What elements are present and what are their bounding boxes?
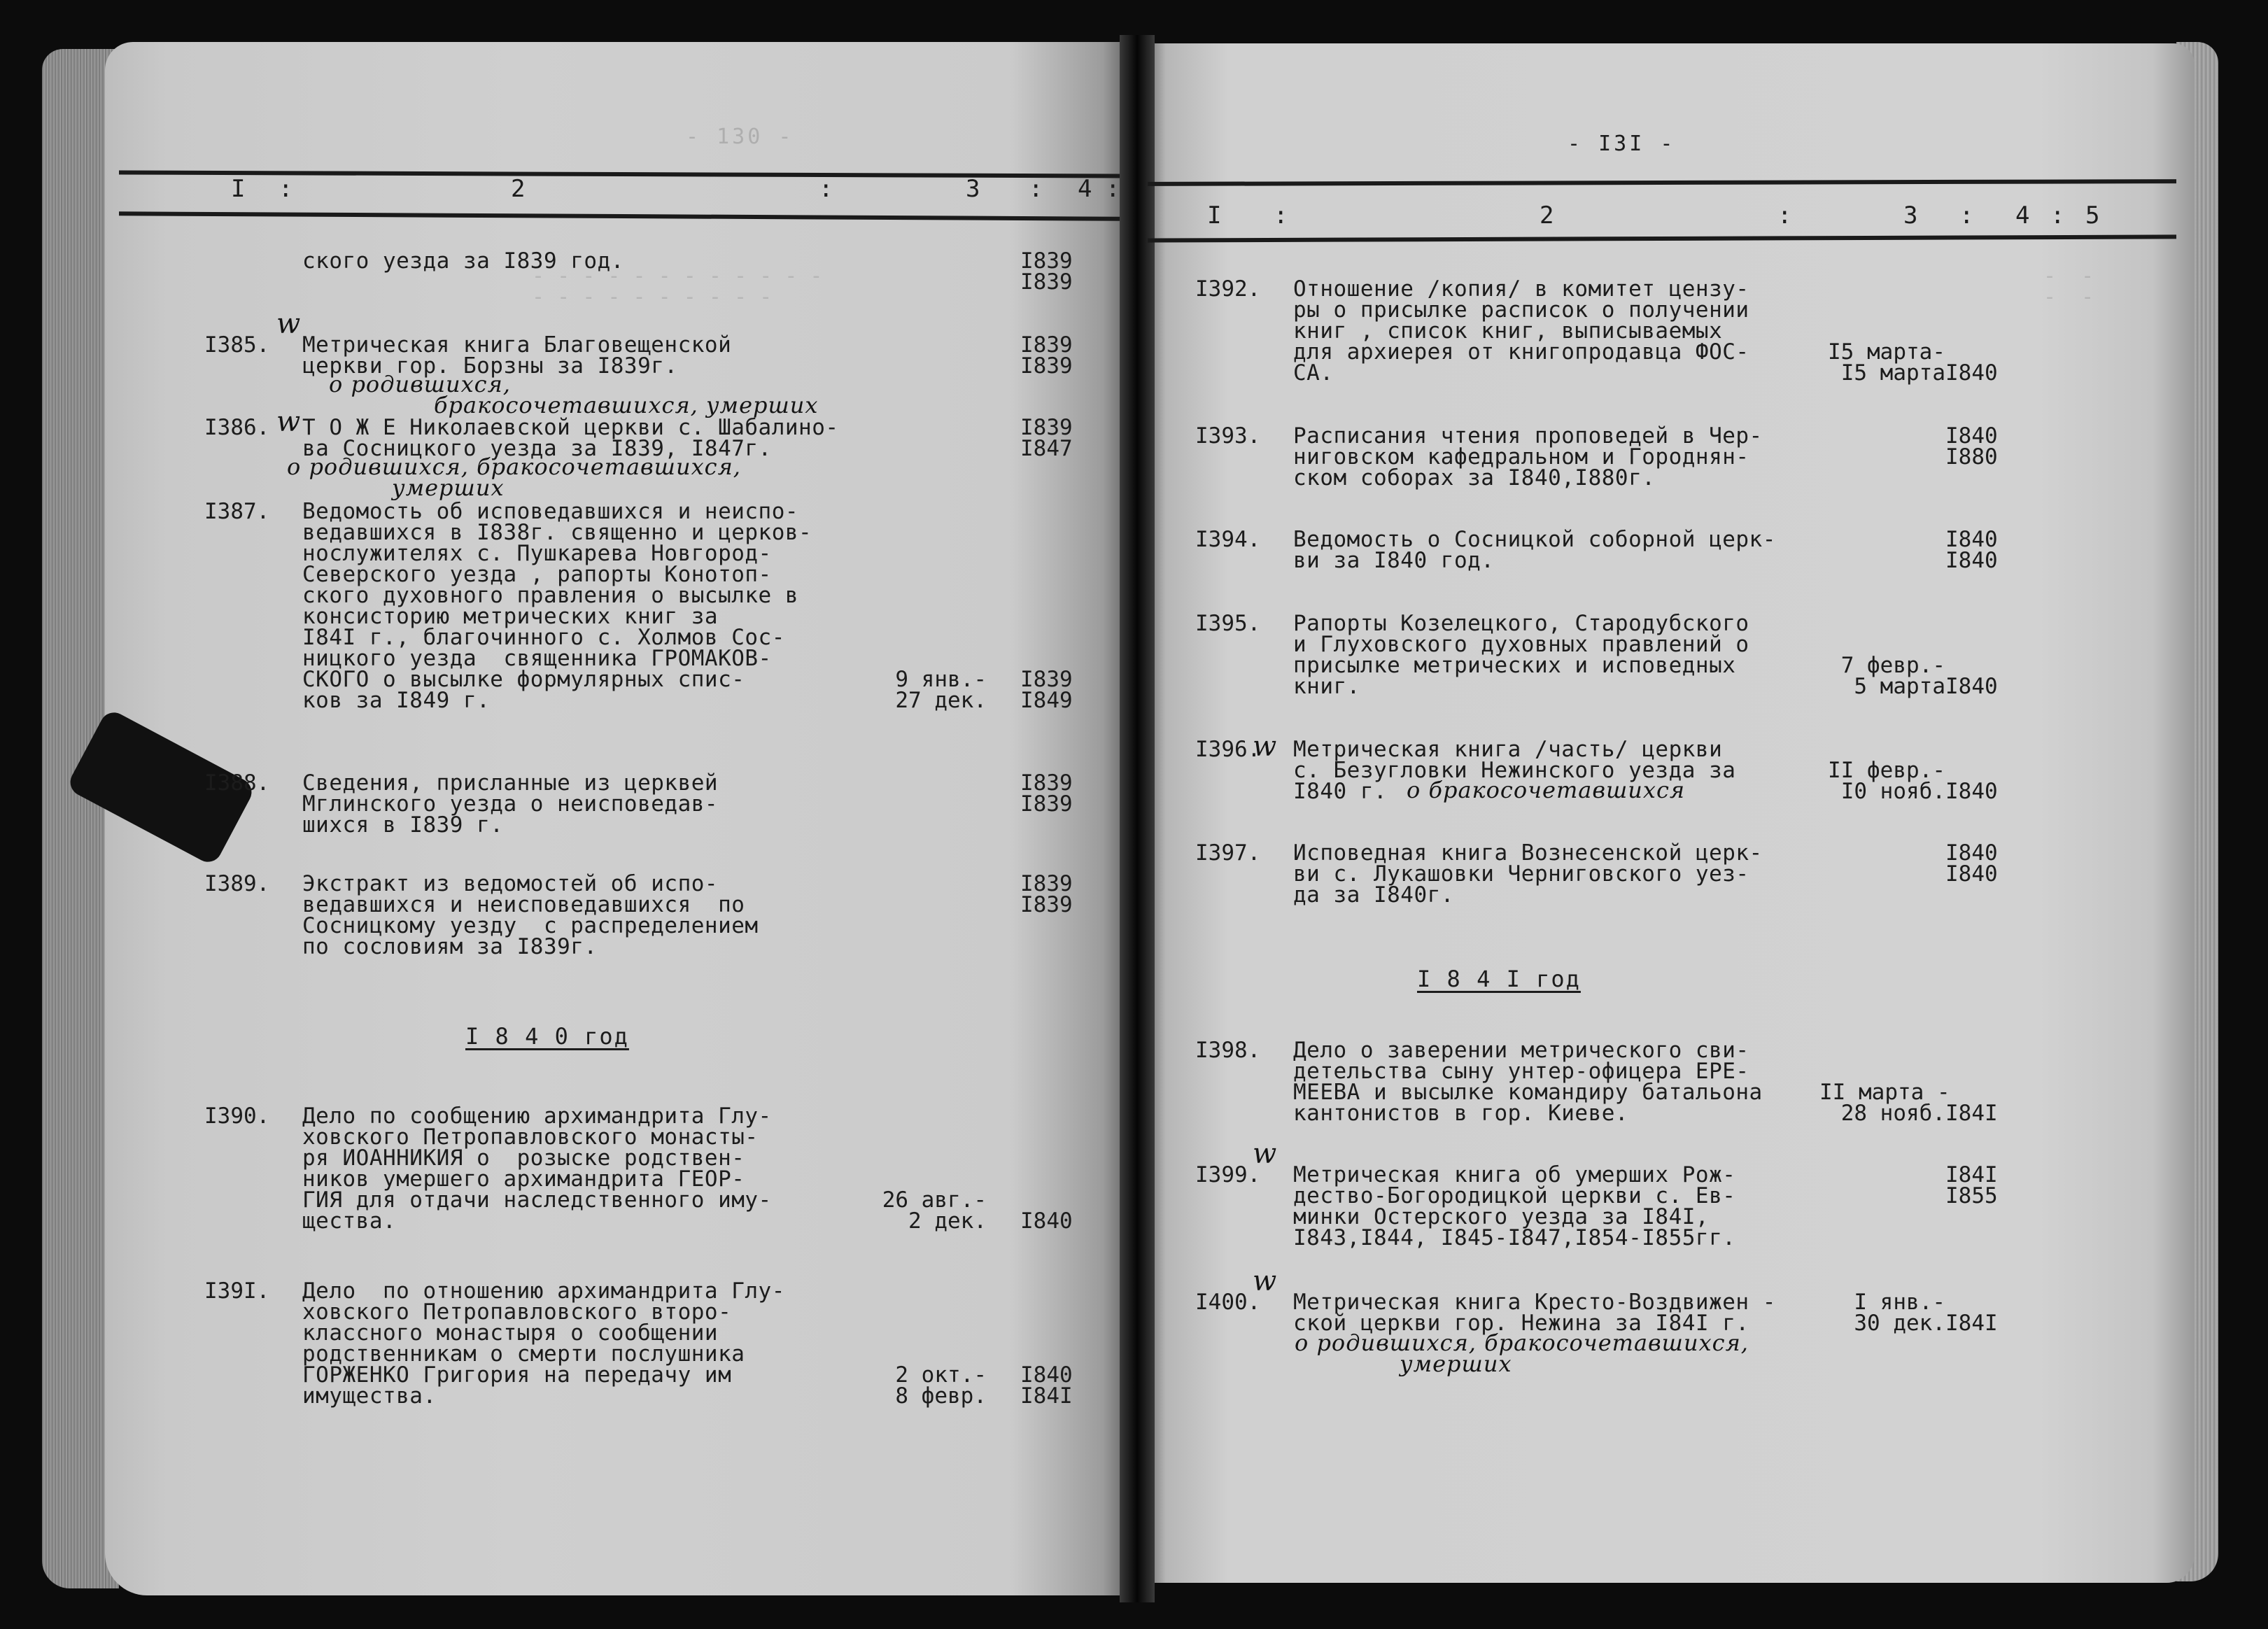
entry-text-line: Экстракт из ведомостей об испо- bbox=[302, 871, 719, 896]
entry-date: 30 дек. bbox=[1854, 1311, 1945, 1336]
right-column-header: 2 bbox=[1540, 202, 1554, 230]
entry-date: 7 февр.- bbox=[1840, 653, 1945, 678]
entry-number: I388. bbox=[204, 770, 270, 796]
entry-text-line: ГИЯ для отдачи наследственного иму- bbox=[302, 1187, 772, 1213]
entry-text-line: шихся в I839 г. bbox=[302, 812, 504, 838]
entry-number: I400. bbox=[1195, 1290, 1261, 1315]
left-column-header: I bbox=[231, 175, 246, 203]
entry-number: I389. bbox=[204, 871, 270, 896]
entry-date: I янв.- bbox=[1854, 1290, 1945, 1315]
entry-year: I84I bbox=[1945, 1101, 1998, 1126]
entry-year: I840 bbox=[1020, 1362, 1073, 1388]
left-column-header: : bbox=[1106, 175, 1120, 203]
entry-text-line: ников умершего архимандрита ГЕОР- bbox=[302, 1166, 745, 1192]
entry-text-line: присылке метрических и исповедных bbox=[1293, 653, 1736, 678]
entry-text-line: I84I г., благочинного с. Холмов Сос- bbox=[302, 625, 785, 650]
entry-date: I5 марта- bbox=[1828, 339, 1945, 365]
entry-text-line: Метрическая книга Кресто-Воздвижен - bbox=[1293, 1290, 1776, 1315]
entry-text-line: Сведения, присланные из церквей bbox=[302, 770, 719, 796]
entry-text-line: и Глуховского духовных правлений о bbox=[1293, 632, 1749, 657]
entry-text-line: книг. bbox=[1293, 674, 1360, 699]
entry-text-line: для архиерея от книгопродавца ФОС- bbox=[1293, 339, 1749, 365]
entry-text-line: Рапорты Козелецкого, Стародубского bbox=[1293, 611, 1749, 636]
entry-year: I839 bbox=[1020, 353, 1073, 379]
entry-text-line: по сословиям за I839г. bbox=[302, 934, 598, 959]
entry-text-line: Ведомость об исповедавшихся и неиспо- bbox=[302, 499, 799, 524]
entry-date: 28 нояб. bbox=[1840, 1101, 1945, 1126]
entry-text-line: ского уезда за I839 год. bbox=[302, 248, 624, 274]
entry-text-line: I843,I844, I845-I847,I854-I855гг. bbox=[1293, 1225, 1736, 1250]
entry-year: I840 bbox=[1945, 861, 1998, 887]
entry-text-line: нослужителях с. Пушкарева Новгород- bbox=[302, 541, 772, 566]
entry-text-line: ского духовного правления о высылке в bbox=[302, 583, 799, 608]
entry-date: II марта - bbox=[1819, 1080, 1950, 1105]
handwritten-note: умерших bbox=[1400, 1351, 1512, 1377]
entry-number: I398. bbox=[1195, 1038, 1261, 1063]
margin-check-mark: w bbox=[276, 406, 301, 438]
entry-text-line: дество-Богородицкой церкви с. Ев- bbox=[1293, 1183, 1736, 1208]
entry-text-line: консисторию метрических книг за bbox=[302, 604, 719, 629]
entry-number: I39I. bbox=[204, 1278, 270, 1304]
entry-text-line: ховского Петропавловского второ- bbox=[302, 1299, 732, 1325]
left-column-header: : bbox=[1029, 175, 1043, 203]
handwritten-note: бракосочетавшихся, умерших bbox=[434, 392, 819, 418]
right-column-header: I bbox=[1207, 202, 1222, 230]
entry-text-line: Дело по отношению архимандрита Глу- bbox=[302, 1278, 785, 1304]
left-column-header: 2 bbox=[511, 175, 526, 203]
right-column-header: : bbox=[1274, 202, 1288, 230]
entry-year: I840 bbox=[1945, 548, 1998, 573]
entry-date: 9 янв.- bbox=[895, 667, 987, 692]
entry-number: I392. bbox=[1195, 276, 1261, 302]
entry-text-line: ниговском кафедральном и Городнян- bbox=[1293, 444, 1749, 470]
left-column-header: 4 bbox=[1078, 175, 1092, 203]
entry-year: I839 bbox=[1020, 667, 1073, 692]
entry-year: I839 bbox=[1020, 269, 1073, 295]
entry-text-line: да за I840г. bbox=[1293, 882, 1454, 908]
bleed-through-left: - - - - - - - - - - - - - - - - - - - - - - bbox=[532, 264, 823, 309]
right-column-header: 4 bbox=[2015, 202, 2030, 230]
left-column-header: : bbox=[819, 175, 833, 203]
entry-text-line: ском соборах за I840,I880г. bbox=[1293, 465, 1656, 491]
entry-date: 26 авг.- bbox=[882, 1187, 987, 1213]
entry-text-line: Сосницкому уезду с распределением bbox=[302, 913, 759, 938]
right-column-header: : bbox=[1777, 202, 1792, 230]
entry-year: I84I bbox=[1945, 1311, 1998, 1336]
entry-date: I0 нояб. bbox=[1840, 779, 1945, 804]
entry-number: I387. bbox=[204, 499, 270, 524]
entry-year: I84I bbox=[1945, 1162, 1998, 1187]
entry-text-line: имущества. bbox=[302, 1383, 437, 1409]
handwritten-note: умерших bbox=[392, 474, 505, 501]
entry-text-line: церкви гор. Борзны за I839г. bbox=[302, 353, 678, 379]
entry-text-line: ви за I840 год. bbox=[1293, 548, 1495, 573]
entry-text-line: Метрическая книга Благовещенской bbox=[302, 332, 732, 358]
entry-date: II февр.- bbox=[1828, 758, 1945, 783]
entry-date: 27 дек. bbox=[895, 688, 987, 713]
entry-date: 2 дек. bbox=[908, 1208, 987, 1234]
margin-check-mark: w bbox=[1253, 731, 1277, 763]
right-column-header: : bbox=[2050, 202, 2065, 230]
margin-check-mark: w bbox=[1253, 1138, 1277, 1170]
entry-year: I839 bbox=[1020, 791, 1073, 817]
handwritten-note: о родившихся, bbox=[329, 371, 511, 397]
entry-year: I839 bbox=[1020, 871, 1073, 896]
entry-text-line: ков за I849 г. bbox=[302, 688, 491, 713]
entry-number: I397. bbox=[1195, 840, 1261, 866]
entry-year: I847 bbox=[1020, 436, 1073, 461]
bleed-through-right: - - - - bbox=[2043, 264, 2094, 309]
left-column-header: 3 bbox=[966, 175, 980, 203]
entry-text-line: ва Сосницкого уезда за I839, I847г. bbox=[302, 436, 772, 461]
entry-year: I839 bbox=[1020, 415, 1073, 440]
margin-check-mark: w bbox=[1253, 1265, 1277, 1297]
entry-text-line: СА. bbox=[1293, 360, 1334, 386]
entry-number: I396. bbox=[1195, 737, 1261, 762]
entry-year: I849 bbox=[1020, 688, 1073, 713]
handwritten-note: о родившихся, бракосочетавшихся, bbox=[1295, 1330, 1749, 1356]
entry-text-line: Т О Ж Е Николаевской церкви с. Шабалино- bbox=[302, 415, 839, 440]
handwritten-note: о родившихся, бракосочетавшихся, bbox=[287, 453, 741, 480]
entry-year: I839 bbox=[1020, 248, 1073, 274]
entry-year: I855 bbox=[1945, 1183, 1998, 1208]
entry-text-line: МЕЕВА и высылке командиру батальона bbox=[1293, 1080, 1763, 1105]
book-spine bbox=[1120, 35, 1155, 1602]
entry-text-line: щества. bbox=[302, 1208, 397, 1234]
right-folio: - I3I - bbox=[1568, 132, 1676, 156]
entry-text-line: детельства сыну унтер-офицера ЕРЕ- bbox=[1293, 1059, 1749, 1084]
entry-year: I839 bbox=[1020, 332, 1073, 358]
entry-text-line: Мглинского уезда о неисповедав- bbox=[302, 791, 719, 817]
entry-text-line: ховского Петропавловского монасты- bbox=[302, 1124, 759, 1150]
entry-year: I840 bbox=[1945, 360, 1998, 386]
entry-text-line: с. Безугловки Нежинского уезда за bbox=[1293, 758, 1736, 783]
entry-text-line: минки Остерского уезда за I84I, bbox=[1293, 1204, 1710, 1229]
margin-check-mark: w bbox=[276, 308, 301, 340]
entry-text-line: Дело о заверении метрического сви- bbox=[1293, 1038, 1749, 1063]
entry-text-line: книг , список книг, выписываемых bbox=[1293, 318, 1723, 344]
year-heading: I 8 4 0 год bbox=[465, 1023, 629, 1050]
entry-text-line: Ведомость о Сосницкой соборной церк- bbox=[1293, 527, 1776, 552]
entry-year: I840 bbox=[1945, 779, 1998, 804]
year-heading: I 8 4 I год bbox=[1417, 966, 1581, 992]
entry-text-line: ведавшихся в I838г. священно и церков- bbox=[302, 520, 812, 545]
right-column-header: 5 bbox=[2085, 202, 2100, 230]
entry-date: I5 марта bbox=[1840, 360, 1945, 386]
right-column-header: : bbox=[1959, 202, 1974, 230]
entry-text-line: ви с. Лукашовки Черниговского уез- bbox=[1293, 861, 1749, 887]
right-column-header: 3 bbox=[1903, 202, 1918, 230]
entry-year: I839 bbox=[1020, 770, 1073, 796]
entry-number: I395. bbox=[1195, 611, 1261, 636]
entry-text-line: Дело по сообщению архимандрита Глу- bbox=[302, 1103, 772, 1129]
entry-text-line: Метрическая книга об умерших Рож- bbox=[1293, 1162, 1736, 1187]
entry-year: I840 bbox=[1020, 1208, 1073, 1234]
entry-year: I840 bbox=[1945, 674, 1998, 699]
entry-text-line: классного монастыря о сообщении bbox=[302, 1320, 719, 1346]
left-folio: - 130 - bbox=[686, 125, 794, 149]
entry-number: I386. bbox=[204, 415, 270, 440]
entry-year: I840 bbox=[1945, 840, 1998, 866]
entry-text-line: ры о присылке расписок о получении bbox=[1293, 297, 1749, 323]
entry-year: I880 bbox=[1945, 444, 1998, 470]
entry-date: 8 февр. bbox=[895, 1383, 987, 1409]
entry-number: I394. bbox=[1195, 527, 1261, 552]
entry-text-line: ря ИОАННИКИЯ о розыске родствен- bbox=[302, 1145, 745, 1171]
entry-year: I840 bbox=[1945, 423, 1998, 449]
entry-number: I385. bbox=[204, 332, 270, 358]
entry-text-line: Расписания чтения проповедей в Чер- bbox=[1293, 423, 1763, 449]
entry-text-line: ГОРЖЕНКО Григория на передачу им bbox=[302, 1362, 732, 1388]
entry-date: 2 окт.- bbox=[895, 1362, 987, 1388]
entry-number: I393. bbox=[1195, 423, 1261, 449]
entry-number: I390. bbox=[204, 1103, 270, 1129]
entry-year: I84I bbox=[1020, 1383, 1073, 1409]
entry-text-line: ницкого уезда священника ГРОМАКОВ- bbox=[302, 646, 772, 671]
entry-text-line: кантонистов в гор. Киеве. bbox=[1293, 1101, 1629, 1126]
entry-text-line: Отношение /копия/ в комитет цензу- bbox=[1293, 276, 1749, 302]
entry-text-line: ведавшихся и неисповедавшихся по bbox=[302, 892, 745, 917]
entry-text-line: ской церкви гор. Нежина за I84I г. bbox=[1293, 1311, 1749, 1336]
entry-text-line: Северского уезда , рапорты Конотоп- bbox=[302, 562, 772, 587]
entry-text-line: родственникам о смерти послушника bbox=[302, 1341, 745, 1367]
entry-text-line: СКОГО о высылке формулярных спис- bbox=[302, 667, 745, 692]
entry-text-line: I840 г. bbox=[1293, 779, 1388, 804]
entry-number: I399. bbox=[1195, 1162, 1261, 1187]
left-column-header: : bbox=[279, 175, 293, 203]
entry-text-line: Исповедная книга Вознесенской церк- bbox=[1293, 840, 1763, 866]
entry-year: I839 bbox=[1020, 892, 1073, 917]
handwritten-note: о бракосочетавшихся bbox=[1407, 777, 1686, 803]
entry-year: I840 bbox=[1945, 527, 1998, 552]
entry-text-line: Метрическая книга /часть/ церкви bbox=[1293, 737, 1723, 762]
entry-date: 5 марта bbox=[1854, 674, 1945, 699]
